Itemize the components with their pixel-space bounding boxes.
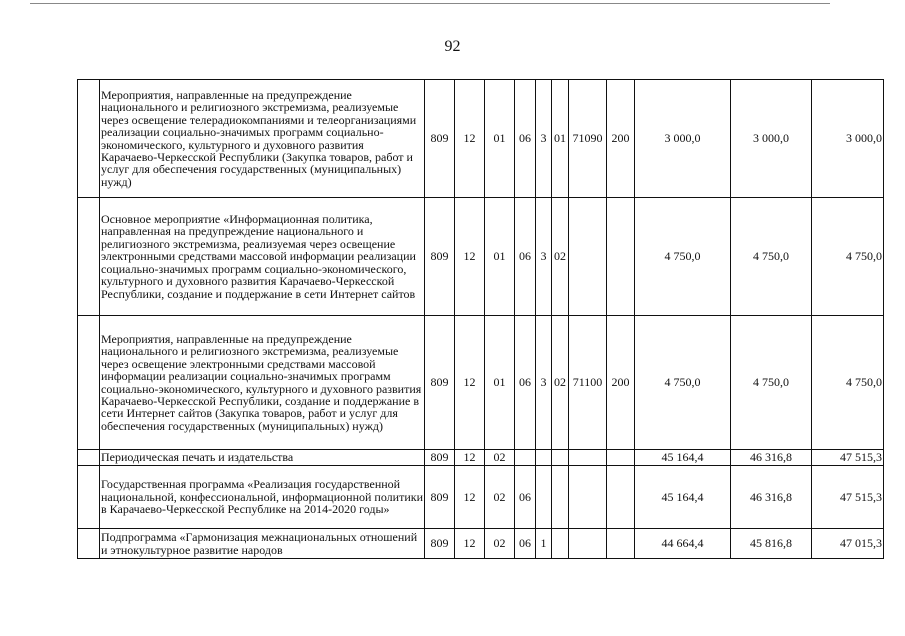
row-description: Государственная программа «Реализация государственной национальной, конфессиональной, информационной политики в Карачаево-Черкесской Республике на 2014-2020 годы» [100, 466, 425, 529]
cell-rz: 12 [455, 466, 485, 529]
cell-year2: 3 000,0 [731, 80, 812, 198]
cell-direction [569, 529, 607, 559]
cell-year2: 46 316,8 [731, 466, 812, 529]
cell-rz: 12 [455, 80, 485, 198]
cell-year1: 45 164,4 [635, 466, 731, 529]
cell-rz: 12 [455, 450, 485, 466]
cell-pr: 02 [485, 450, 515, 466]
row-description: Подпрограмма «Гармонизация межнациональных отношений и этнокультурное развитие народов [100, 529, 425, 559]
row-marker-cell [78, 316, 100, 450]
cell-program: 06 [515, 529, 536, 559]
cell-direction [569, 466, 607, 529]
cell-event [552, 466, 569, 529]
table-row [78, 198, 884, 316]
table-row [78, 466, 884, 529]
cell-year3: 47 015,3 [812, 529, 884, 559]
row-marker-cell [78, 198, 100, 316]
cell-event: 01 [552, 80, 569, 198]
cell-event: 02 [552, 198, 569, 316]
cell-program: 06 [515, 80, 536, 198]
row-description: Мероприятия, направленные на предупреждение национального и религиозного экстремизма, реализуемые через освещение телерадиокомпаниями и телеорганизациями реализации социально-значимых программ социально-экономического, культурного и духовного развития Карачаево-Черкесской Республики (Закупка товаров, работ и услуг для обеспечения государственных (муниципальных) нужд) [100, 80, 425, 198]
table-row [78, 80, 884, 198]
top-rule [30, 3, 830, 4]
cell-vr [607, 198, 635, 316]
cell-ved: 809 [425, 316, 455, 450]
row-description: Периодическая печать и издательства [100, 450, 425, 466]
cell-ved: 809 [425, 80, 455, 198]
cell-year3: 47 515,3 [812, 466, 884, 529]
cell-year3: 4 750,0 [812, 198, 884, 316]
cell-pr: 01 [485, 316, 515, 450]
cell-ved: 809 [425, 198, 455, 316]
table-row [78, 316, 884, 450]
row-marker-cell [78, 80, 100, 198]
row-marker-cell [78, 450, 100, 466]
row-description: Основное мероприятие «Информационная политика, направленная на предупреждение национального и религиозного экстремизма, реализуемая через освещение электронными средствами массовой информации реализации социально-значимых программ социально-экономического, культурного и духовного развития Карачаево-Черкесской Республики, создание и поддержание в сети Интернет сайтов [100, 198, 425, 316]
row-marker-cell [78, 466, 100, 529]
cell-subprogram [536, 466, 552, 529]
cell-direction [569, 198, 607, 316]
cell-ved: 809 [425, 529, 455, 559]
cell-vr [607, 450, 635, 466]
cell-year1: 3 000,0 [635, 80, 731, 198]
cell-year1: 4 750,0 [635, 316, 731, 450]
cell-vr [607, 529, 635, 559]
cell-program [515, 450, 536, 466]
cell-subprogram: 3 [536, 80, 552, 198]
cell-vr: 200 [607, 80, 635, 198]
cell-vr: 200 [607, 316, 635, 450]
cell-year3: 47 515,3 [812, 450, 884, 466]
cell-subprogram: 3 [536, 316, 552, 450]
cell-pr: 02 [485, 529, 515, 559]
cell-event: 02 [552, 316, 569, 450]
cell-event [552, 450, 569, 466]
cell-event [552, 529, 569, 559]
cell-year2: 4 750,0 [731, 198, 812, 316]
cell-direction: 71090 [569, 80, 607, 198]
cell-pr: 01 [485, 80, 515, 198]
cell-program: 06 [515, 466, 536, 529]
cell-rz: 12 [455, 316, 485, 450]
cell-subprogram: 1 [536, 529, 552, 559]
cell-year2: 45 816,8 [731, 529, 812, 559]
cell-direction: 71100 [569, 316, 607, 450]
table-row [78, 529, 884, 559]
cell-vr [607, 466, 635, 529]
cell-pr: 01 [485, 198, 515, 316]
cell-ved: 809 [425, 450, 455, 466]
cell-year1: 45 164,4 [635, 450, 731, 466]
page-number: 92 [444, 38, 461, 55]
cell-year2: 46 316,8 [731, 450, 812, 466]
cell-pr: 02 [485, 466, 515, 529]
cell-direction [569, 450, 607, 466]
table-row [78, 450, 884, 466]
row-description: Мероприятия, направленные на предупреждение национального и религиозного экстремизма, реализуемые через освещение электронными средствами массовой информации реализации социально-значимых программ социально-экономического, культурного и духовного развития Карачаево-Черкесской Республики, создание и поддержание в сети Интернет сайтов (Закупка товаров, работ и услуг для обеспечения государственных (муниципальных) нужд) [100, 316, 425, 450]
budget-table [77, 79, 884, 559]
cell-year2: 4 750,0 [731, 316, 812, 450]
cell-ved: 809 [425, 466, 455, 529]
cell-year1: 44 664,4 [635, 529, 731, 559]
cell-subprogram [536, 450, 552, 466]
row-marker-cell [78, 529, 100, 559]
cell-year1: 4 750,0 [635, 198, 731, 316]
cell-subprogram: 3 [536, 198, 552, 316]
cell-year3: 4 750,0 [812, 316, 884, 450]
cell-year3: 3 000,0 [812, 80, 884, 198]
cell-program: 06 [515, 198, 536, 316]
cell-rz: 12 [455, 529, 485, 559]
cell-program: 06 [515, 316, 536, 450]
cell-rz: 12 [455, 198, 485, 316]
